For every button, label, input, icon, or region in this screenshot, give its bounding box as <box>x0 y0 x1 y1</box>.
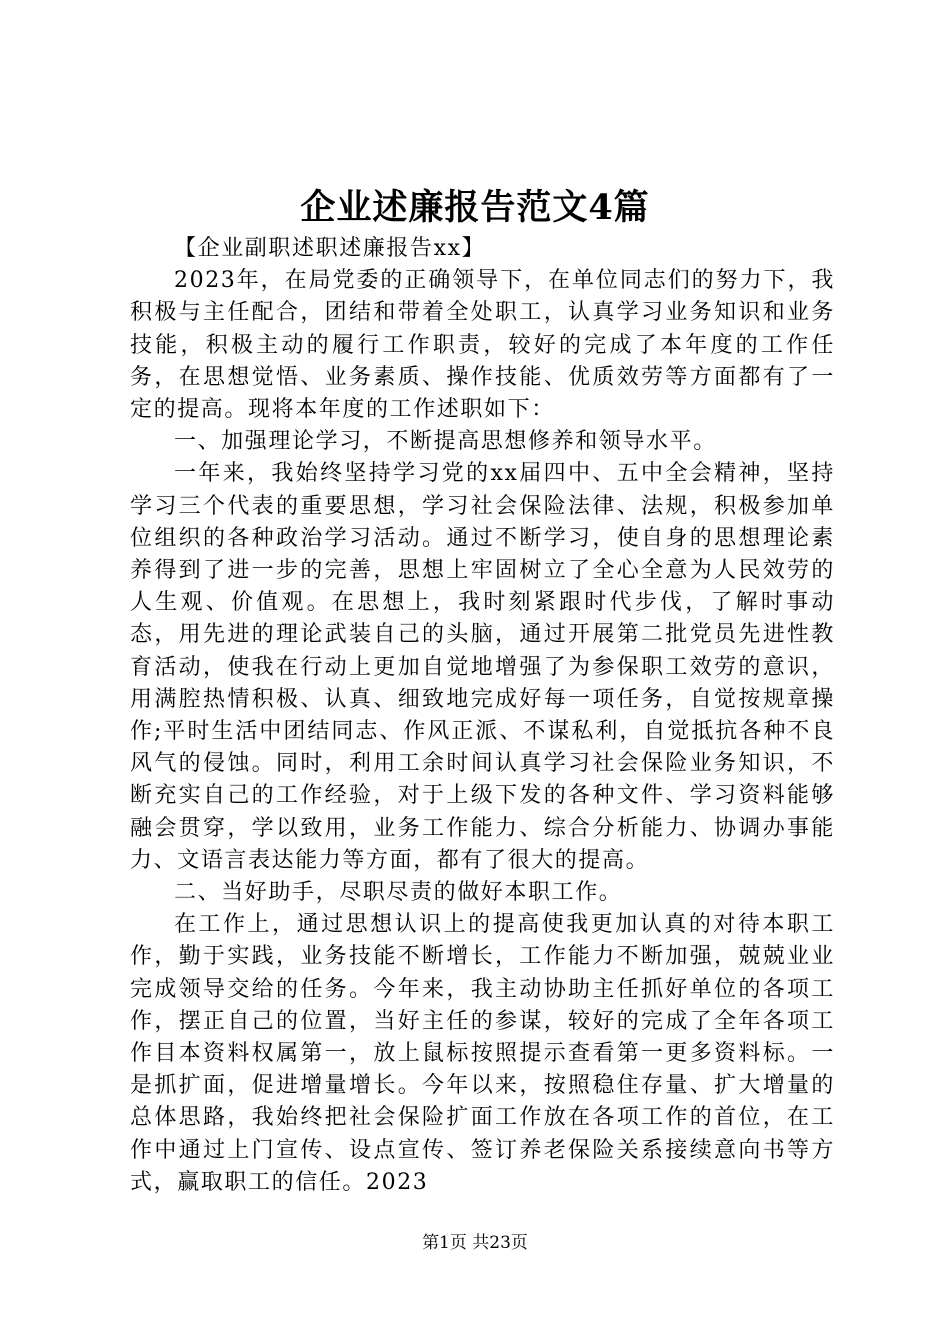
body-paragraph: 在工作上，通过思想认识上的提高使我更加认真的对待本职工作，勤于实践，业务技能不断增长，工作能力不断加强，兢兢业业完成领导交给的任务。今年来，我主动协助主任抓好单位的各项工作，摆正自己的位置，当好主任的参谋，较好的完成了全年各项工作目本资料权属第一，放上鼠标按照提示查看第一更多资料标。一是抓扩面，促进增量增长。今年以来，按照稳住存量、扩大增量的总体思路，我始终把社会保险扩面工作放在各项工作的首位，在工作中通过上门宣传、设点宣传、签订养老保险关系接续意向书等方式，赢取职工的信任。2023 <box>130 912 835 1195</box>
body-paragraph: 2023年，在局党委的正确领导下，在单位同志们的努力下，我积极与主任配合，团结和带着全处职工，认真学习业务知识和业务技能，积极主动的履行工作职责，较好的完成了本年度的工作任务，在思想觉悟、业务素质、操作技能、优质效劳等方面都有了一定的提高。现将本年度的工作述职如下： <box>130 268 835 423</box>
section-heading-paragraph: 一、加强理论学习，不断提高思想修养和领导水平。 <box>174 429 717 455</box>
section-heading-paragraph: 【企业副职述职述廉报告xx】 <box>174 236 486 261</box>
document-body <box>130 233 835 1199</box>
document-title: 企业述廉报告范文4篇 <box>300 187 650 228</box>
page-footer: 第1页 共23页 <box>422 1233 528 1253</box>
body-paragraph: 一年来，我始终坚持学习党的xx届四中、五中全会精神，坚持学习三个代表的重要思想，学习社会保险法律、法规，积极参加单位组织的各种政治学习活动。通过不断学习，使自身的思想理论素养得到了进一步的完善，思想上牢固树立了全心全意为人民效劳的人生观、价值观。在思想上，我时刻紧跟时代步伐，了解时事动态，用先进的理论武装自己的头脑，通过开展第二批党员先进性教育活动，使我在行动上更加自觉地增强了为参保职工效劳的意识，用满腔热情积极、认真、细致地完成好每一项任务，自觉按规章操作;平时生活中团结同志、作风正派、不谋私利，自觉抵抗各种不良风气的侵蚀。同时，利用工余时间认真学习社会保险业务知识，不断充实自己的工作经验，对于上级下发的各种文件、学习资料能够融会贯穿，学以致用，业务工作能力、综合分析能力、协调办事能力、文语言表达能力等方面，都有了很大的提高。 <box>130 461 835 873</box>
section-heading-paragraph: 二、当好助手，尽职尽责的做好本职工作。 <box>174 880 623 906</box>
